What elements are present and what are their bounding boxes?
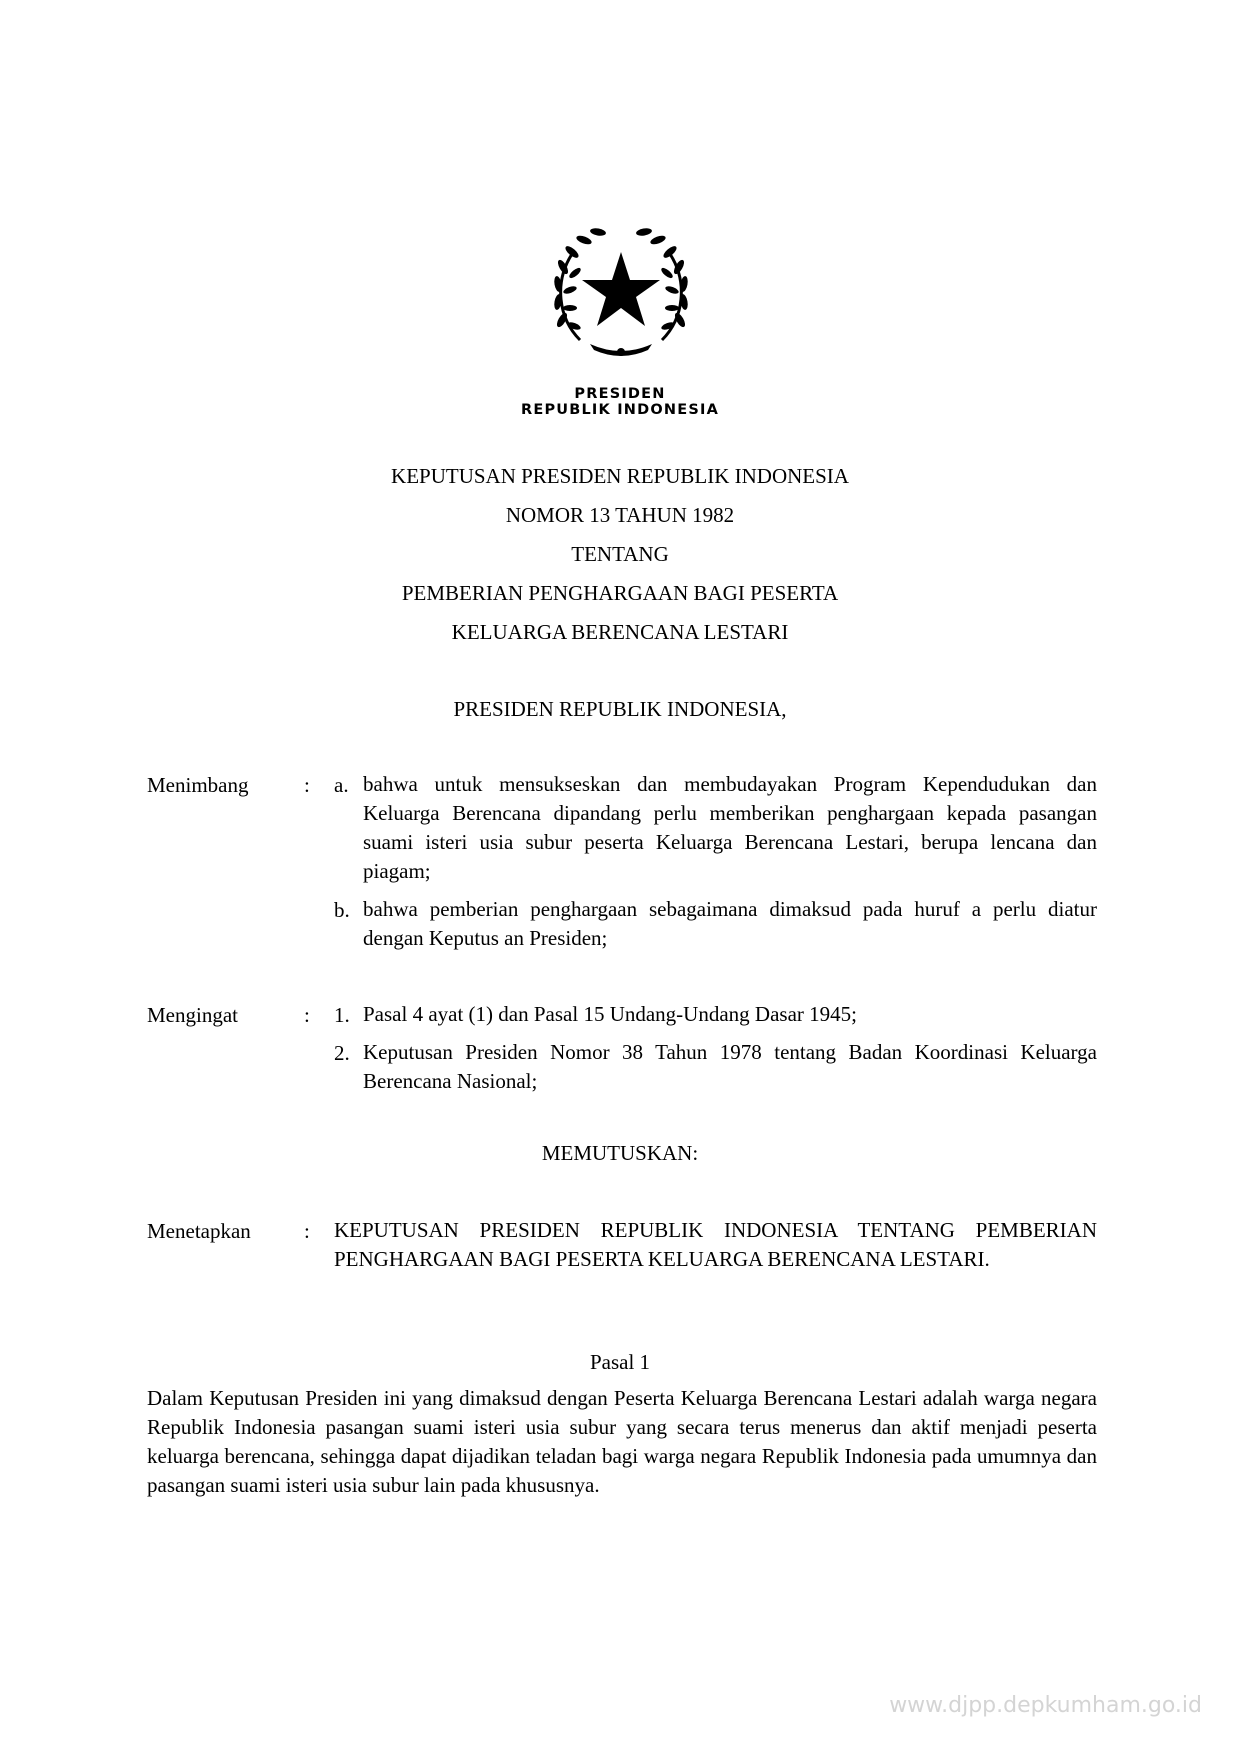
president-line: PRESIDEN REPUBLIK INDONESIA, xyxy=(453,697,787,721)
emblem-caption xyxy=(480,386,760,418)
emblem-caption-line2: REPUBLIK INDONESIA xyxy=(520,402,720,418)
watermark-url: www.djpp.depkumham.go.id xyxy=(889,1693,1202,1718)
title-line-4: PEMBERIAN PENGHARGAAN BAGI PESERTA xyxy=(401,581,839,605)
menetapkan-text: KEPUTUSAN PRESIDEN REPUBLIK INDONESIA TENTANG PEMBERIAN PENGHARGAAN BAGI PESERTA KELUARGA BERENCANA LESTARI. xyxy=(334,1218,1097,1271)
menimbang-item-a-text: bahwa untuk mensukseskan dan membudayakan Program Kependudukan dan Keluarga Berencana dipandang perlu memberikan penghargaan kepada pasangan suami isteri usia subur peserta Keluarga Berencana Lestari, berupa lencana dan piagam; xyxy=(363,772,1097,883)
menimbang-item-b-marker: b. xyxy=(334,898,350,922)
emblem-caption-line1: PRESIDEN xyxy=(574,386,666,402)
mengingat-item-2-text: Keputusan Presiden Nomor 38 Tahun 1978 tentang Badan Koordinasi Keluarga Berencana Nasional; xyxy=(363,1040,1097,1093)
mengingat-item-1-marker: 1. xyxy=(334,1003,350,1027)
menetapkan-label: Menetapkan xyxy=(147,1219,251,1243)
pasal-1-heading: Pasal 1 xyxy=(589,1350,651,1374)
memutuskan-heading: MEMUTUSKAN: xyxy=(541,1141,699,1165)
title-line-1: KEPUTUSAN PRESIDEN REPUBLIK INDONESIA xyxy=(391,464,849,488)
mengingat-label: Mengingat xyxy=(147,1003,238,1027)
title-line-2: NOMOR 13 TAHUN 1982 xyxy=(505,503,735,527)
menimbang-item-a-marker: a. xyxy=(334,773,349,797)
menimbang-label: Menimbang xyxy=(147,773,249,797)
menimbang-colon: : xyxy=(304,773,310,797)
mengingat-colon: : xyxy=(304,1003,310,1027)
presidential-emblem-icon xyxy=(550,222,692,364)
pasal-1-text: Dalam Keputusan Presiden ini yang dimaksud dengan Peserta Keluarga Berencana Lestari adalah warga negara Republik Indonesia pasangan suami isteri usia subur yang secara terus menerus dan aktif menjadi peserta keluarga berencana, sehingga dapat dijadikan teladan bagi warga negara Republik Indonesia pada umumnya dan pasangan suami isteri usia subur lain pada khususnya. xyxy=(147,1386,1097,1497)
menimbang-item-b-text: bahwa pemberian penghargaan sebagaimana dimaksud pada huruf a perlu diatur dengan Keputus an Presiden; xyxy=(363,897,1097,950)
mengingat-item-1-text: Pasal 4 ayat (1) dan Pasal 15 Undang-Undang Dasar 1945; xyxy=(363,1002,857,1026)
mengingat-item-2-marker: 2. xyxy=(334,1041,350,1065)
menetapkan-colon: : xyxy=(304,1219,310,1243)
title-line-5: KELUARGA BERENCANA LESTARI xyxy=(451,620,789,644)
title-line-3: TENTANG xyxy=(571,542,669,566)
